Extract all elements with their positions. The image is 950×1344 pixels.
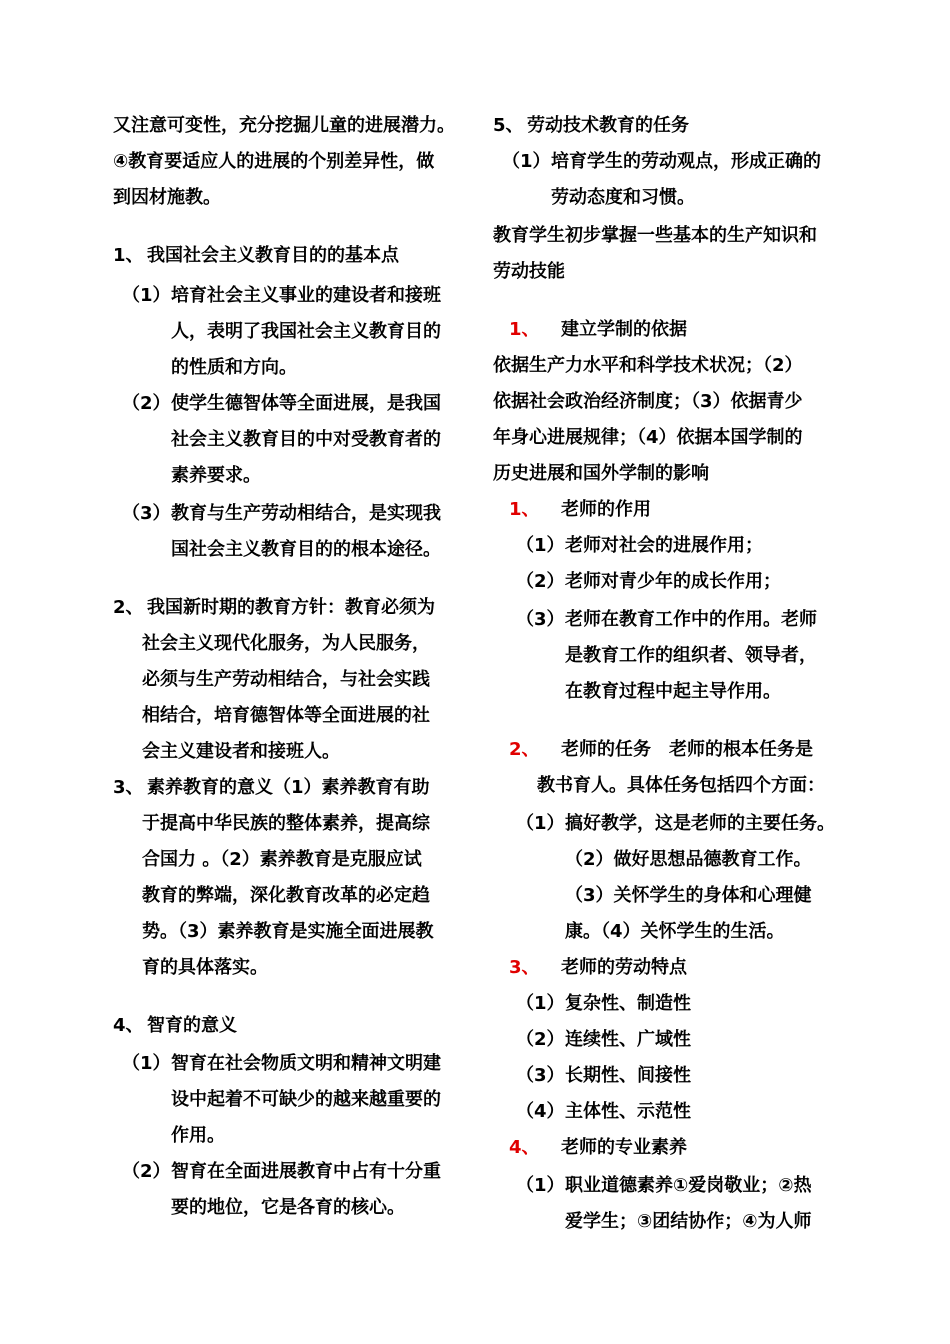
text-line: 在教育过程中起主导作用。 [565, 681, 781, 702]
text-line: 我国新时期的教育方针：教育必须为 [147, 597, 435, 618]
text-line: 历史进展和国外学制的影响 [493, 463, 709, 484]
text-line: 的性质和方向。 [171, 357, 297, 378]
text-line: 长期性、间接性 [565, 1065, 691, 1086]
text-line: 教育学生初步掌握一些基本的生产知识和 [493, 225, 817, 246]
text-line: 老师在教育工作中的作用。老师 [565, 609, 817, 630]
section-title: 智育的意义 [147, 1015, 237, 1036]
section-number: 5、 [493, 115, 524, 136]
section-number: 1、 [509, 499, 540, 520]
text-line: 培育学生的劳动观点，形成正确的 [551, 151, 821, 172]
item-number: （1） [516, 1175, 565, 1196]
text-line: 社会主义现代化服务，为人民服务， [142, 633, 430, 654]
text-line: 素养教育的意义（1）素养教育有助 [147, 777, 430, 798]
text-line: 育的具体落实。 [142, 957, 268, 978]
text-line: 搞好教学，这是老师的主要任务。 [565, 813, 835, 834]
text-line: 依据生产力水平和科学技术状况；（2） [493, 355, 803, 376]
text-line: 老师对青少年的成长作用； [565, 571, 781, 592]
section-title: 劳动技术教育的任务 [527, 115, 689, 136]
text-line: 劳动技能 [493, 261, 565, 282]
text-line: 使学生德智体等全面进展，是我国 [171, 393, 441, 414]
text-line: 老师对社会的进展作用； [565, 535, 763, 556]
item-number: （1） [516, 993, 565, 1014]
text-line: 复杂性、制造性 [565, 993, 691, 1014]
text-line: 国社会主义教育目的的根本途径。 [171, 539, 441, 560]
text-line: ④教育要适应人的进展的个别差异性，做 [113, 151, 435, 172]
item-number: （1） [122, 285, 171, 306]
section-number: 3、 [113, 777, 144, 798]
item-number: （2） [516, 1029, 565, 1050]
item-number: （3） [122, 503, 171, 524]
text-line: 设中起着不可缺少的越来越重要的 [171, 1089, 441, 1110]
text-line: 人，表明了我国社会主义教育目的 [171, 321, 441, 342]
item-number: （3） [516, 609, 565, 630]
section-number: 2、 [509, 739, 540, 760]
text-line: 培育社会主义事业的建设者和接班 [171, 285, 441, 306]
section-number: 4、 [509, 1137, 540, 1158]
text-line: 到因材施教。 [113, 187, 221, 208]
section-title: 我国社会主义教育目的的基本点 [147, 245, 399, 266]
section-title: 老师的作用 [561, 499, 651, 520]
text-line: 教书育人。具体任务包括四个方面： [537, 775, 825, 796]
text-line: 康。（4）关怀学生的生活。 [565, 921, 785, 942]
text-line: 会主义建设者和接班人。 [142, 741, 340, 762]
text-line: 年身心进展规律；（4）依据本国学制的 [493, 427, 803, 448]
item-number: （2） [122, 1161, 171, 1182]
text-line: 连续性、广域性 [565, 1029, 691, 1050]
item-number: （2） [122, 393, 171, 414]
section-number: 3、 [509, 957, 540, 978]
item-number: （2） [516, 571, 565, 592]
text-line: 是教育工作的组织者、领导者， [565, 645, 817, 666]
text-line: 要的地位，它是各育的核心。 [171, 1197, 405, 1218]
text-line: 必须与生产劳动相结合，与社会实践 [142, 669, 430, 690]
text-line: 劳动态度和习惯。 [551, 187, 695, 208]
item-number: （1） [502, 151, 551, 172]
section-title: 建立学制的依据 [561, 319, 687, 340]
section-number: 1、 [113, 245, 144, 266]
section-title: 老师的劳动特点 [561, 957, 687, 978]
text-line: 教育的弊端，深化教育改革的必定趋 [142, 885, 430, 906]
text-line: 教育与生产劳动相结合，是实现我 [171, 503, 441, 524]
text-line: 智育在社会物质文明和精神文明建 [171, 1053, 441, 1074]
text-line: 又注意可变性，充分挖掘儿童的进展潜力。 [113, 115, 455, 136]
text-line: 势。（3）素养教育是实施全面进展教 [142, 921, 434, 942]
section-title: 老师的专业素养 [561, 1137, 687, 1158]
item-number: （3） [516, 1065, 565, 1086]
section-number: 2、 [113, 597, 144, 618]
item-number: （1） [516, 535, 565, 556]
text-line: 于提高中华民族的整体素养，提高综 [142, 813, 430, 834]
text-line: 作用。 [171, 1125, 225, 1146]
text-line: 老师的任务 老师的根本任务是 [561, 739, 813, 760]
text-line: （2）做好思想品德教育工作。 [565, 849, 812, 870]
text-line: 合国力 。（2）素养教育是克服应试 [142, 849, 422, 870]
section-number: 1、 [509, 319, 540, 340]
text-line: 主体性、示范性 [565, 1101, 691, 1122]
text-line: 职业道德素养①爱岗敬业；②热 [565, 1175, 812, 1196]
text-line: （3）关怀学生的身体和心理健 [565, 885, 812, 906]
item-number: （1） [516, 813, 565, 834]
text-line: 社会主义教育目的中对受教育者的 [171, 429, 441, 450]
text-line: 依据社会政治经济制度；（3）依据青少 [493, 391, 803, 412]
text-line: 智育在全面进展教育中占有十分重 [171, 1161, 441, 1182]
item-number: （1） [122, 1053, 171, 1074]
text-line: 素养要求。 [171, 465, 261, 486]
section-number: 4、 [113, 1015, 144, 1036]
text-line: 相结合，培育德智体等全面进展的社 [142, 705, 430, 726]
item-number: （4） [516, 1101, 565, 1122]
text-line: 爱学生；③团结协作；④为人师 [565, 1211, 812, 1232]
